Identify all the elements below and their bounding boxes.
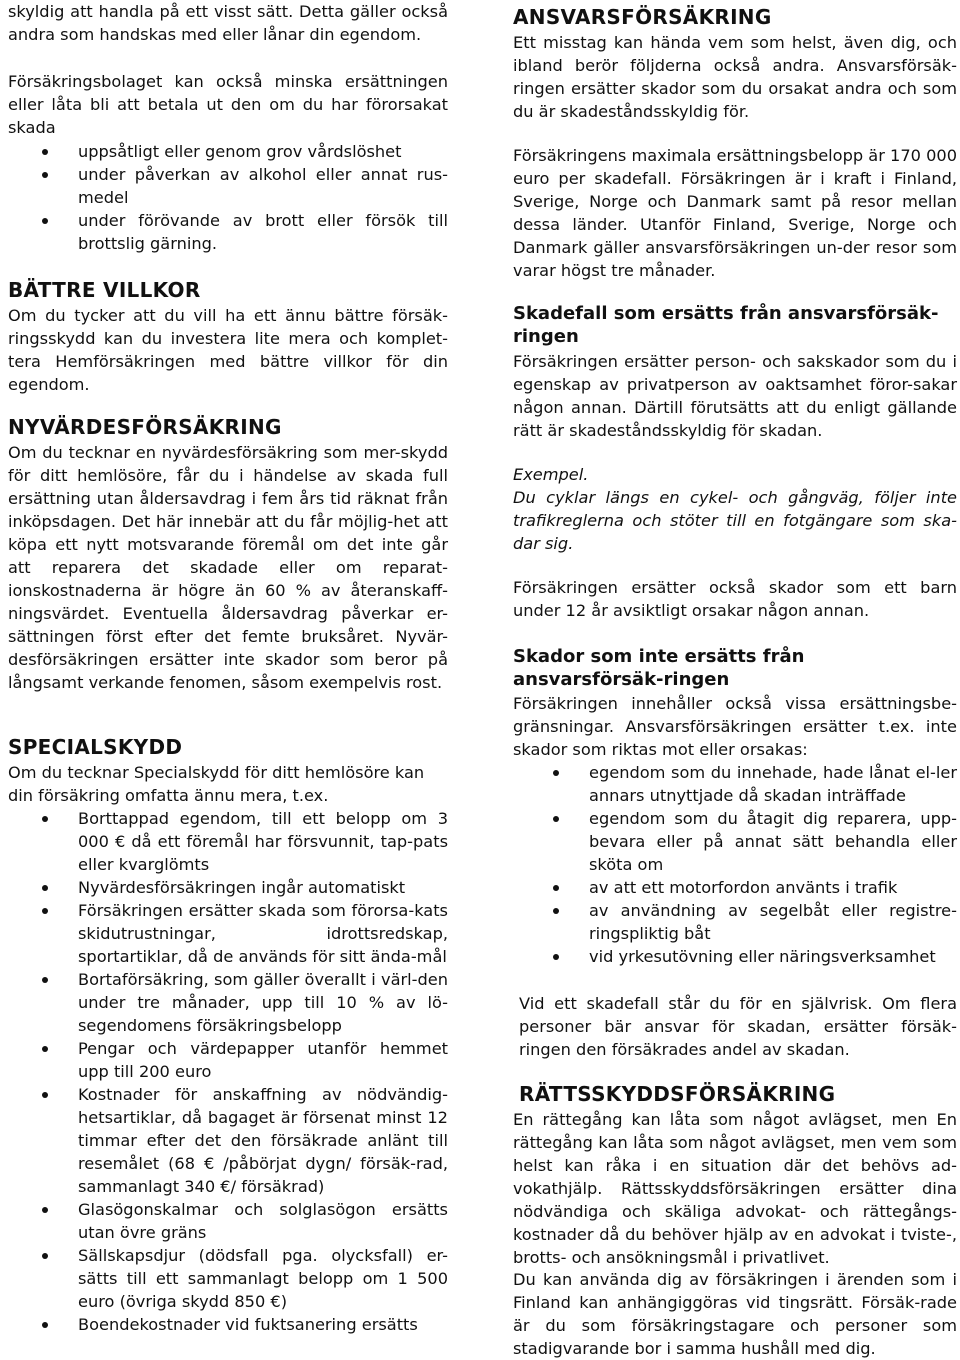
ansvar-text-2: Försäkringens maximala ersättningsbelopp är 170 000 euro per skadefall. Försäkringen är i kraft i Finland, Sverige, Norge och Danmark samt på resor mellan dessa länder. Utanför Finland, Sverige, Norge och Danmark gäller ansvarsförsäkringen un-der resor som varar högst tre månader. [513,146,957,280]
list-item: av användning av segelbåt eller registre-ringspliktig båt [513,899,957,945]
section-heading-rattsskydd: RÄTTSSKYDDSFÖRSÄKRING [519,1082,836,1106]
specialskydd-intro: Om du tecknar Specialskydd för ditt hemlösöre kan din försäkring omfatta ännu mera, t.ex. [8,763,425,805]
child-damage-text: Försäkringen ersätter också skador som ett barn under 12 år avsiktligt orsakar någon annan. [513,578,957,620]
list-item: Sällskapsdjur (dödsfall pga. olycksfall) er-sätts till ett sammanlagt belopp om 1 500 euro (övriga skydd 850 €) [8,1244,448,1313]
list-item: Glasögonskalmar och solglasögon ersätts utan övre gräns [8,1198,448,1244]
list-item: egendom som du åtagit dig reparera, upp-bevara eller på annat sätt behandla eller sköta om [513,807,957,876]
list-item: vid yrkesutövning eller näringsverksamhet [513,945,957,968]
rattsskydd-text-2: Du kan använda dig av försäkringen i ärenden som i Finland kan anhängiggöras vid tingsrätt. Försäk-rade är du som försäkringstagare och personer som stadigvarande bor i samma hushåll med dig. [513,1270,957,1358]
example-label: Exempel. [513,465,589,484]
list-item: uppsåtligt eller genom grov vårdslöshet [8,140,448,163]
exclusions-list [513,761,957,968]
list-item: Pengar och värdepapper utanför hemmet upp till 200 euro [8,1037,448,1083]
skador-inte-text: Försäkringen innehåller också vissa ersättningsbe-gränsningar. Ansvarsförsäkringen ersätter t.ex. inte skador som riktas mot eller orsakas: [513,694,957,759]
list-item: Boendekostnader vid fuktsanering ersätts [8,1313,448,1336]
subheading-skador-inte: Skador som inte ersätts från ansvarsförsäk-ringen [513,646,805,690]
skadefall-text: Försäkringen ersätter person- och sakskador som du i egenskap av privatperson av oaktsamhet föror-sakar någon annan. Därtill förutsätts att du enligt gällande rätt är skadeståndsskyldig för skadan. [513,352,957,440]
list-item: under förövande av brott eller försök till brottslig gärning. [8,209,448,255]
specialskydd-list [8,807,448,1336]
nyvardes-text: Om du tecknar en nyvärdesförsäkring som mer-skydd för ditt hemlösöre, får du i händelse av skada full ersättning utan åldersavdrag i fem års tid räknat från inköpsdagen. Det här innebär att du får möjlig-het att köpa ett nytt motsvarande föremål om det inte går att reparera det skadade eller om reparat-ionskostnaderna är högre än 60 % av återanskaff-ningsvärdet. Eventuella åldersavdrag påverkar er-sättningen först efter det femte bruksåret. Nyvär-desförsäkringen ersätter inte skador som beror på långsamt verkande fenomen, såsom exempelvis rost. [8,443,448,692]
list-item: Nyvärdesförsäkringen ingår automatiskt [8,876,448,899]
battre-villkor-text: Om du tycker att du vill ha ett ännu bättre försäk-ringsskydd kan du investera lite mera och komplet-tera Hemförsäkringen med bättre villkor för din egendom. [8,306,448,394]
intro-paragraph-1: skyldig att handla på ett visst sätt. Detta gäller också andra som handskas med eller lånar din egendom. [8,2,448,44]
subheading-skadefall: Skadefall som ersätts från ansvarsförsäk-ringen [513,303,939,347]
section-heading-battre-villkor: BÄTTRE VILLKOR [8,278,201,302]
self-risk-text: Vid ett skadefall står du för en självrisk. Om flera personer bär ansvar för skadan, ersätter försäk-ringen den försäkrades andel av skadan. [519,994,957,1059]
section-heading-specialskydd: SPECIALSKYDD [8,735,183,759]
section-heading-ansvar: ANSVARSFÖRSÄKRING [513,5,772,29]
list-item: egendom som du innehade, hade lånat el-ler annars utnyttjade då skadan inträffade [513,761,957,807]
rattsskydd-text-1: En rättegång kan låta som något avlägset, men En rättegång kan låta som något avlägset, men vem som helst kan råka i en situation där det behövs ad-vokathjälp. Rättsskyddsförsäkringen ersätter dina nödvändiga och skäliga advokat- och rättegångs-kostnader då du behöver hjälp av en advokat i tviste-, brotts- och ansökningsmål i privatlivet. [513,1110,957,1267]
intro-paragraph-2: Försäkringsbolaget kan också minska ersättningen eller låta bli att betala ut den om du har förorsakat skada [8,72,448,137]
list-item: Borttappad egendom, till ett belopp om 3 000 € då ett föremål har försvunnit, tap-pats eller kvarglömts [8,807,448,876]
section-heading-nyvardes: NYVÄRDESFÖRSÄKRING [8,415,282,439]
list-item: under påverkan av alkohol eller annat rus-medel [8,163,448,209]
reduction-list [8,140,448,255]
list-item: Försäkringen ersätter skada som förorsa-kats skidutrustningar, idrottsredskap, sportartiklar, då de används för sitt ända-mål [8,899,448,968]
list-item: av att ett motorfordon använts i trafik [513,876,957,899]
list-item: Bortaförsäkring, som gäller överallt i värl-den under tre månader, upp till 10 % av lö-segendomens försäkringsbelopp [8,968,448,1037]
list-item: Kostnader för anskaffning av nödvändig-hetsartiklar, då bagaget är försenat minst 12 timmar efter det den försäkrade anlänt till resemålet (68 € /påbörjat dygn/ försäk-rad, sammanlagt 340 €/ försäkrad) [8,1083,448,1198]
example-text: Du cyklar längs en cykel- och gångväg, följer inte trafikreglerna och stöter till en fotgängare som ska-dar sig. [513,488,957,553]
ansvar-text-1: Ett misstag kan hända vem som helst, även dig, och ibland berör följderna också andra. Ansvarsförsäk-ringen ersätter skador som du orsakat andra och som du är skadeståndsskyldig för. [513,33,957,121]
